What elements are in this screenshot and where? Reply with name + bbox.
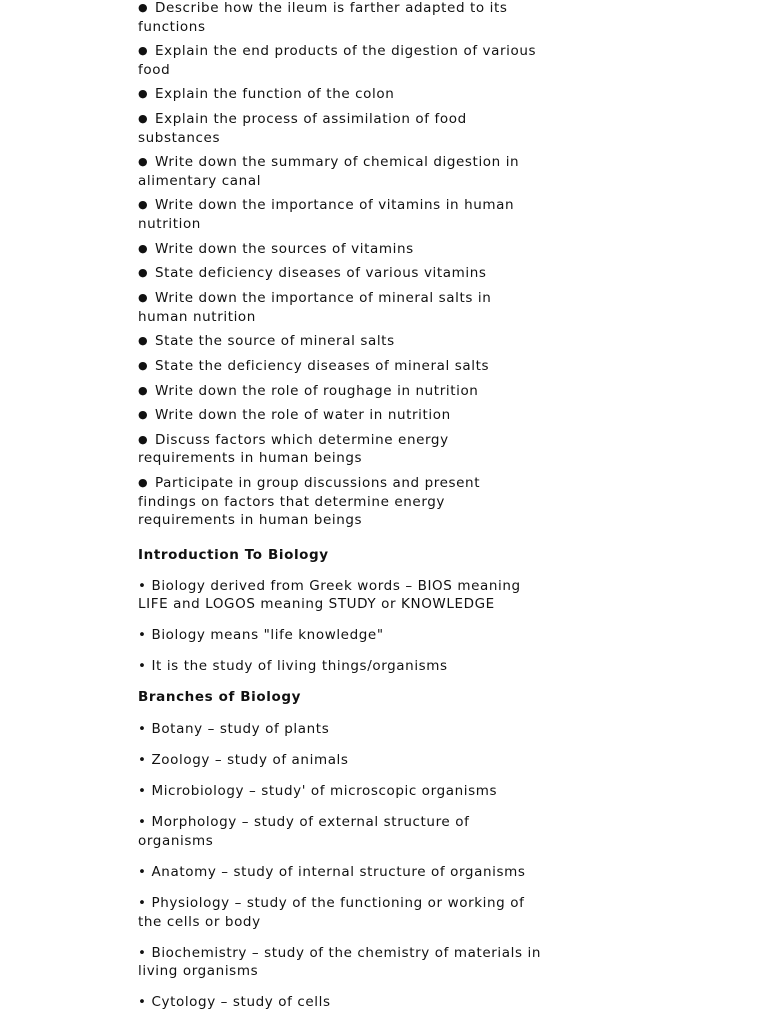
list-item: ● Discuss factors which determine energy requirements in human beings bbox=[138, 431, 449, 467]
paragraph: • Physiology – study of the functioning or working of the cells or body bbox=[138, 895, 525, 930]
section-heading: Branches of Biology bbox=[138, 689, 301, 706]
section-heading: Introduction To Biology bbox=[138, 546, 329, 563]
branches-section bbox=[138, 688, 543, 1012]
bullet-icon: ● bbox=[138, 432, 149, 446]
list-item: ● Write down the role of water in nutrition bbox=[138, 407, 451, 424]
bullet-icon: ● bbox=[138, 241, 149, 255]
bullet-icon: ● bbox=[138, 44, 149, 58]
bullet-icon: ● bbox=[138, 1, 149, 14]
list-item: ● Write down the importance of vitamins in human nutrition bbox=[138, 197, 515, 232]
paragraph: • Cytology – study of cells bbox=[138, 994, 331, 1011]
paragraph: • Biology derived from Greek words – BIOS meaning LIFE and LOGOS meaning STUDY or KNOWLEDGE bbox=[138, 577, 521, 613]
paragraph: • Biochemistry – study of the chemistry of materials in living organisms bbox=[138, 944, 542, 980]
list-item: ● Write down the sources of vitamins bbox=[138, 240, 414, 257]
list-item: ● Explain the end products of the digestion of various food bbox=[138, 43, 537, 78]
paragraph: • Anatomy – study of internal structure of organisms bbox=[138, 863, 526, 880]
list-item: ● Write down the role of roughage in nutrition bbox=[138, 382, 479, 399]
content-column bbox=[138, 0, 543, 1012]
bullet-icon: ● bbox=[138, 476, 149, 490]
bullet-icon: ● bbox=[138, 266, 149, 280]
paragraph: • Botany – study of plants bbox=[138, 720, 330, 737]
list-item: ● Participate in group discussions and present findings on factors that determine energy requirements in human beings bbox=[138, 475, 481, 529]
paragraph: • It is the study of living things/organisms bbox=[138, 658, 448, 675]
bullet-icon: ● bbox=[138, 358, 149, 372]
bullet-icon: ● bbox=[138, 408, 149, 422]
bullet-icon: ● bbox=[138, 155, 149, 169]
bullet-icon: ● bbox=[138, 334, 149, 348]
list-item: ● State the deficiency diseases of mineral salts bbox=[138, 357, 490, 374]
list-item: ● State deficiency diseases of various vitamins bbox=[138, 265, 487, 282]
paragraph: • Zoology – study of animals bbox=[138, 751, 349, 768]
list-item: ● State the source of mineral salts bbox=[138, 333, 395, 350]
list-item: ● Explain the function of the colon bbox=[138, 86, 395, 103]
paragraph: • Morphology – study of external structure of organisms bbox=[138, 814, 470, 849]
list-item: ● Write down the importance of mineral salts in human nutrition bbox=[138, 290, 492, 325]
paragraph: • Microbiology – study' of microscopic organisms bbox=[138, 782, 498, 799]
bullet-icon: ● bbox=[138, 112, 149, 126]
bullet-icon: ● bbox=[138, 198, 149, 212]
list-item: ● Describe how the ileum is farther adapted to its functions bbox=[138, 0, 508, 35]
intro-section bbox=[138, 546, 543, 676]
objectives-list bbox=[138, 0, 543, 530]
bullet-icon: ● bbox=[138, 291, 149, 304]
list-item: ● Explain the process of assimilation of food substances bbox=[138, 111, 467, 146]
bullet-icon: ● bbox=[138, 383, 149, 397]
list-item: ● Write down the summary of chemical digestion in alimentary canal bbox=[138, 154, 520, 189]
bullet-icon: ● bbox=[138, 87, 149, 101]
paragraph: • Biology means "life knowledge" bbox=[138, 627, 384, 644]
